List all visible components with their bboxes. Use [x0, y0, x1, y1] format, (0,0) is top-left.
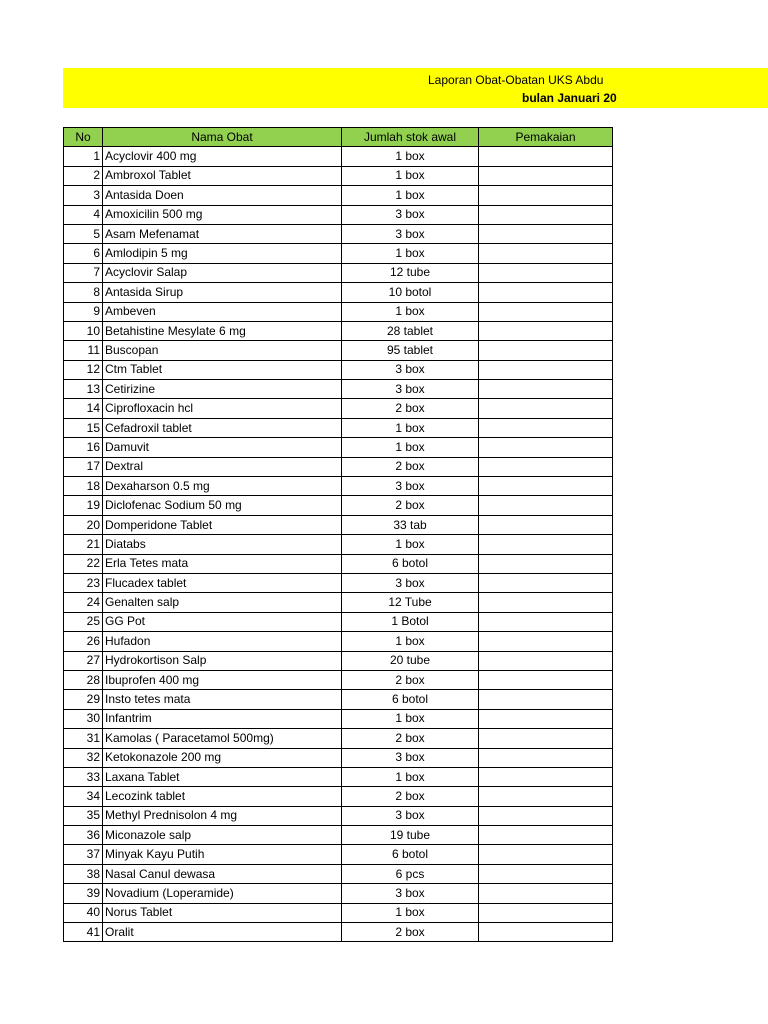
table-row: [64, 224, 613, 243]
cell-jumlah-stok[interactable]: 2 box: [342, 399, 479, 418]
cell-nama-obat[interactable]: Buscopan: [103, 341, 342, 360]
cell-no[interactable]: 21: [64, 535, 103, 554]
table-row: [64, 380, 613, 399]
cell-no[interactable]: 27: [64, 651, 103, 670]
table-row: [64, 360, 613, 379]
cell-nama-obat[interactable]: Insto tetes mata: [103, 690, 342, 709]
cell-jumlah-stok[interactable]: 1 box: [342, 438, 479, 457]
cell-pemakaian[interactable]: [479, 205, 613, 224]
table-row: [64, 573, 613, 592]
table-row: [64, 477, 613, 496]
cell-nama-obat[interactable]: Novadium (Loperamide): [103, 884, 342, 903]
cell-no[interactable]: 12: [64, 360, 103, 379]
table-row: [64, 321, 613, 340]
cell-nama-obat[interactable]: Genalten salp: [103, 593, 342, 612]
table-header-row: [64, 128, 613, 147]
cell-pemakaian[interactable]: [479, 651, 613, 670]
cell-no[interactable]: 25: [64, 612, 103, 631]
cell-no[interactable]: 17: [64, 457, 103, 476]
cell-nama-obat[interactable]: Laxana Tablet: [103, 767, 342, 786]
cell-nama-obat[interactable]: Erla Tetes mata: [103, 554, 342, 573]
cell-nama-obat[interactable]: Dexaharson 0.5 mg: [103, 477, 342, 496]
cell-no[interactable]: 18: [64, 477, 103, 496]
cell-no[interactable]: 9: [64, 302, 103, 321]
cell-jumlah-stok[interactable]: 1 box: [342, 186, 479, 205]
cell-nama-obat[interactable]: Ctm Tablet: [103, 360, 342, 379]
cell-no[interactable]: 20: [64, 515, 103, 534]
cell-jumlah-stok[interactable]: 3 box: [342, 477, 479, 496]
cell-no[interactable]: 13: [64, 380, 103, 399]
cell-jumlah-stok[interactable]: 1 box: [342, 709, 479, 728]
table-row: [64, 767, 613, 786]
cell-jumlah-stok[interactable]: 1 box: [342, 147, 479, 166]
cell-pemakaian[interactable]: [479, 826, 613, 845]
col-header-no[interactable]: No: [64, 128, 103, 147]
cell-jumlah-stok[interactable]: 3 box: [342, 360, 479, 379]
cell-pemakaian[interactable]: [479, 496, 613, 515]
cell-nama-obat[interactable]: Ciprofloxacin hcl: [103, 399, 342, 418]
cell-jumlah-stok[interactable]: 1 box: [342, 632, 479, 651]
cell-no[interactable]: 4: [64, 205, 103, 224]
cell-pemakaian[interactable]: [479, 477, 613, 496]
cell-nama-obat[interactable]: Hufadon: [103, 632, 342, 651]
cell-nama-obat[interactable]: Acyclovir Salap: [103, 263, 342, 282]
cell-no[interactable]: 40: [64, 903, 103, 922]
cell-pemakaian[interactable]: [479, 670, 613, 689]
cell-jumlah-stok[interactable]: 3 box: [342, 806, 479, 825]
cell-nama-obat[interactable]: Acyclovir 400 mg: [103, 147, 342, 166]
table-row: [64, 632, 613, 651]
cell-nama-obat[interactable]: Amlodipin 5 mg: [103, 244, 342, 263]
cell-jumlah-stok[interactable]: 3 box: [342, 380, 479, 399]
cell-nama-obat[interactable]: Infantrim: [103, 709, 342, 728]
table-row: [64, 205, 613, 224]
cell-pemakaian[interactable]: [479, 923, 613, 942]
cell-jumlah-stok[interactable]: 1 box: [342, 302, 479, 321]
table-row: [64, 729, 613, 748]
cell-pemakaian[interactable]: [479, 903, 613, 922]
cell-no[interactable]: 14: [64, 399, 103, 418]
cell-nama-obat[interactable]: Lecozink tablet: [103, 787, 342, 806]
cell-jumlah-stok[interactable]: 2 box: [342, 787, 479, 806]
cell-jumlah-stok[interactable]: 3 box: [342, 884, 479, 903]
cell-no[interactable]: 28: [64, 670, 103, 689]
col-header-pemakaian[interactable]: Pemakaian: [479, 128, 613, 147]
cell-no[interactable]: 1: [64, 147, 103, 166]
cell-pemakaian[interactable]: [479, 186, 613, 205]
cell-no[interactable]: 38: [64, 864, 103, 883]
cell-nama-obat[interactable]: Flucadex tablet: [103, 573, 342, 592]
cell-jumlah-stok[interactable]: 2 box: [342, 923, 479, 942]
table-row: [64, 341, 613, 360]
cell-no[interactable]: 33: [64, 767, 103, 786]
table-row: [64, 845, 613, 864]
cell-pemakaian[interactable]: [479, 806, 613, 825]
cell-jumlah-stok[interactable]: 20 tube: [342, 651, 479, 670]
cell-no[interactable]: 22: [64, 554, 103, 573]
cell-jumlah-stok[interactable]: 28 tablet: [342, 321, 479, 340]
cell-pemakaian[interactable]: [479, 554, 613, 573]
cell-pemakaian[interactable]: [479, 147, 613, 166]
cell-pemakaian[interactable]: [479, 302, 613, 321]
cell-nama-obat[interactable]: Diclofenac Sodium 50 mg: [103, 496, 342, 515]
cell-nama-obat[interactable]: Norus Tablet: [103, 903, 342, 922]
cell-nama-obat[interactable]: Nasal Canul dewasa: [103, 864, 342, 883]
cell-no[interactable]: 7: [64, 263, 103, 282]
cell-pemakaian[interactable]: [479, 690, 613, 709]
cell-pemakaian[interactable]: [479, 283, 613, 302]
cell-pemakaian[interactable]: [479, 224, 613, 243]
cell-no[interactable]: 6: [64, 244, 103, 263]
cell-pemakaian[interactable]: [479, 418, 613, 437]
cell-jumlah-stok[interactable]: 95 tablet: [342, 341, 479, 360]
table-row: [64, 418, 613, 437]
cell-nama-obat[interactable]: Cefadroxil tablet: [103, 418, 342, 437]
cell-jumlah-stok[interactable]: 33 tab: [342, 515, 479, 534]
cell-no[interactable]: 29: [64, 690, 103, 709]
cell-nama-obat[interactable]: Antasida Sirup: [103, 283, 342, 302]
cell-no[interactable]: 11: [64, 341, 103, 360]
cell-pemakaian[interactable]: [479, 612, 613, 631]
table-row: [64, 884, 613, 903]
cell-nama-obat[interactable]: Ambeven: [103, 302, 342, 321]
cell-pemakaian[interactable]: [479, 166, 613, 185]
table-row: [64, 302, 613, 321]
cell-nama-obat[interactable]: Domperidone Tablet: [103, 515, 342, 534]
cell-jumlah-stok[interactable]: 2 box: [342, 670, 479, 689]
cell-pemakaian[interactable]: [479, 787, 613, 806]
table-row: [64, 515, 613, 534]
table-row: [64, 826, 613, 845]
table-row: [64, 283, 613, 302]
cell-jumlah-stok[interactable]: 1 box: [342, 767, 479, 786]
cell-pemakaian[interactable]: [479, 845, 613, 864]
cell-jumlah-stok[interactable]: 12 Tube: [342, 593, 479, 612]
cell-nama-obat[interactable]: GG Pot: [103, 612, 342, 631]
cell-pemakaian[interactable]: [479, 593, 613, 612]
cell-nama-obat[interactable]: Hydrokortison Salp: [103, 651, 342, 670]
cell-jumlah-stok[interactable]: 1 box: [342, 418, 479, 437]
cell-pemakaian[interactable]: [479, 244, 613, 263]
medicine-stock-table: [63, 127, 613, 942]
table-row: [64, 457, 613, 476]
cell-jumlah-stok[interactable]: 1 box: [342, 903, 479, 922]
cell-jumlah-stok[interactable]: 3 box: [342, 205, 479, 224]
cell-no[interactable]: 35: [64, 806, 103, 825]
cell-no[interactable]: 24: [64, 593, 103, 612]
cell-nama-obat[interactable]: Miconazole salp: [103, 826, 342, 845]
cell-no[interactable]: 26: [64, 632, 103, 651]
cell-pemakaian[interactable]: [479, 864, 613, 883]
col-header-nama-obat[interactable]: Nama Obat: [103, 128, 342, 147]
cell-jumlah-stok[interactable]: 2 box: [342, 729, 479, 748]
table-row: [64, 787, 613, 806]
table-row: [64, 186, 613, 205]
table-row: [64, 554, 613, 573]
cell-jumlah-stok[interactable]: 3 box: [342, 573, 479, 592]
cell-no[interactable]: 39: [64, 884, 103, 903]
cell-pemakaian[interactable]: [479, 767, 613, 786]
cell-no[interactable]: 16: [64, 438, 103, 457]
table-row: [64, 923, 613, 942]
cell-no[interactable]: 10: [64, 321, 103, 340]
cell-no[interactable]: 31: [64, 729, 103, 748]
cell-jumlah-stok[interactable]: 19 tube: [342, 826, 479, 845]
cell-jumlah-stok[interactable]: 1 Botol: [342, 612, 479, 631]
cell-jumlah-stok[interactable]: 6 botol: [342, 845, 479, 864]
table-row: [64, 903, 613, 922]
cell-jumlah-stok[interactable]: 10 botol: [342, 283, 479, 302]
cell-jumlah-stok[interactable]: 3 box: [342, 224, 479, 243]
report-period: bulan Januari 20: [522, 91, 617, 105]
table-row: [64, 670, 613, 689]
cell-nama-obat[interactable]: Antasida Doen: [103, 186, 342, 205]
table-row: [64, 612, 613, 631]
cell-pemakaian[interactable]: [479, 535, 613, 554]
cell-no[interactable]: 23: [64, 573, 103, 592]
cell-no[interactable]: 8: [64, 283, 103, 302]
cell-pemakaian[interactable]: [479, 360, 613, 379]
cell-nama-obat[interactable]: Ambroxol Tablet: [103, 166, 342, 185]
cell-jumlah-stok[interactable]: 6 pcs: [342, 864, 479, 883]
cell-pemakaian[interactable]: [479, 457, 613, 476]
table-row: [64, 535, 613, 554]
cell-jumlah-stok[interactable]: 1 box: [342, 535, 479, 554]
cell-nama-obat[interactable]: Ketokonazole 200 mg: [103, 748, 342, 767]
cell-nama-obat[interactable]: Ibuprofen 400 mg: [103, 670, 342, 689]
table-row: [64, 438, 613, 457]
cell-no[interactable]: 32: [64, 748, 103, 767]
cell-jumlah-stok[interactable]: 1 box: [342, 166, 479, 185]
cell-nama-obat[interactable]: Oralit: [103, 923, 342, 942]
table-row: [64, 399, 613, 418]
cell-pemakaian[interactable]: [479, 341, 613, 360]
cell-nama-obat[interactable]: Kamolas ( Paracetamol 500mg): [103, 729, 342, 748]
table-row: [64, 690, 613, 709]
cell-nama-obat[interactable]: Betahistine Mesylate 6 mg: [103, 321, 342, 340]
cell-pemakaian[interactable]: [479, 729, 613, 748]
cell-jumlah-stok[interactable]: 6 botol: [342, 690, 479, 709]
cell-pemakaian[interactable]: [479, 632, 613, 651]
cell-jumlah-stok[interactable]: 3 box: [342, 748, 479, 767]
cell-no[interactable]: 19: [64, 496, 103, 515]
cell-nama-obat[interactable]: Damuvit: [103, 438, 342, 457]
table-row: [64, 864, 613, 883]
table-row: [64, 244, 613, 263]
table-row: [64, 263, 613, 282]
cell-no[interactable]: 41: [64, 923, 103, 942]
cell-no[interactable]: 5: [64, 224, 103, 243]
cell-no[interactable]: 34: [64, 787, 103, 806]
cell-nama-obat[interactable]: Amoxicilin 500 mg: [103, 205, 342, 224]
table-row: [64, 709, 613, 728]
cell-nama-obat[interactable]: Dextral: [103, 457, 342, 476]
cell-nama-obat[interactable]: Diatabs: [103, 535, 342, 554]
cell-no[interactable]: 15: [64, 418, 103, 437]
cell-jumlah-stok[interactable]: 2 box: [342, 496, 479, 515]
report-title-banner: [63, 68, 768, 108]
cell-pemakaian[interactable]: [479, 399, 613, 418]
col-header-jumlah-stok[interactable]: Jumlah stok awal: [342, 128, 479, 147]
cell-no[interactable]: 36: [64, 826, 103, 845]
cell-jumlah-stok[interactable]: 1 box: [342, 244, 479, 263]
cell-pemakaian[interactable]: [479, 438, 613, 457]
table-row: [64, 651, 613, 670]
cell-jumlah-stok[interactable]: 12 tube: [342, 263, 479, 282]
cell-nama-obat[interactable]: Cetirizine: [103, 380, 342, 399]
cell-pemakaian[interactable]: [479, 515, 613, 534]
cell-no[interactable]: 30: [64, 709, 103, 728]
cell-pemakaian[interactable]: [479, 884, 613, 903]
table-row: [64, 166, 613, 185]
cell-jumlah-stok[interactable]: 2 box: [342, 457, 479, 476]
cell-nama-obat[interactable]: Asam Mefenamat: [103, 224, 342, 243]
table-row: [64, 593, 613, 612]
cell-pemakaian[interactable]: [479, 263, 613, 282]
table-row: [64, 806, 613, 825]
cell-pemakaian[interactable]: [479, 380, 613, 399]
table-row: [64, 496, 613, 515]
cell-pemakaian[interactable]: [479, 321, 613, 340]
report-title: Laporan Obat-Obatan UKS Abdu: [428, 73, 604, 87]
cell-no[interactable]: 2: [64, 166, 103, 185]
cell-pemakaian[interactable]: [479, 748, 613, 767]
table-row: [64, 147, 613, 166]
table-row: [64, 748, 613, 767]
cell-pemakaian[interactable]: [479, 573, 613, 592]
cell-pemakaian[interactable]: [479, 709, 613, 728]
cell-nama-obat[interactable]: Methyl Prednisolon 4 mg: [103, 806, 342, 825]
cell-jumlah-stok[interactable]: 6 botol: [342, 554, 479, 573]
cell-no[interactable]: 37: [64, 845, 103, 864]
cell-nama-obat[interactable]: Minyak Kayu Putih: [103, 845, 342, 864]
cell-no[interactable]: 3: [64, 186, 103, 205]
